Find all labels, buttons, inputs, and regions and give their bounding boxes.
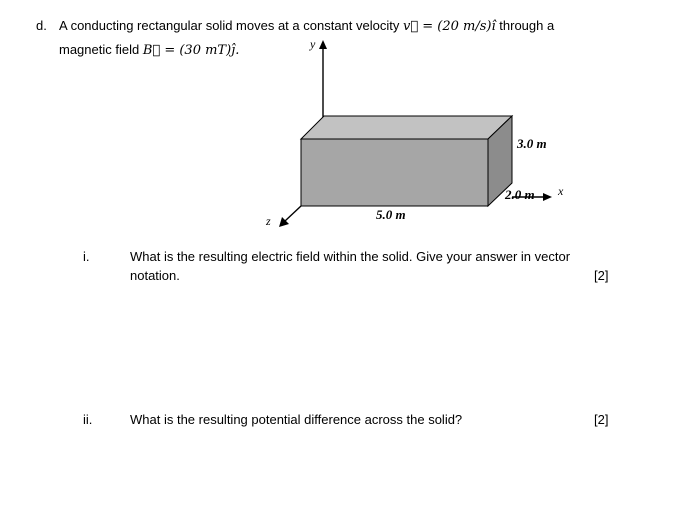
velocity-equation: v⃗ = (20 m/s)î [402, 19, 496, 34]
part-i-number: i. [83, 249, 90, 264]
x-axis-arrowhead [543, 193, 552, 201]
height-dimension-label: 3.0 m [517, 136, 547, 151]
box-front-face [301, 139, 488, 206]
depth-dimension-label: 2.0 m [505, 187, 535, 202]
part-ii-marks: [2] [594, 412, 609, 427]
question-text-2: magnetic field [59, 42, 140, 57]
question-text: A conducting rectangular solid moves at a constant velocity [59, 18, 400, 33]
part-ii-number: ii. [83, 412, 93, 427]
z-axis-line [285, 206, 301, 221]
part-ii-text: What is the resulting potential difference across the solid? [130, 412, 463, 427]
question-text-tail: through a [499, 18, 555, 33]
y-axis-arrowhead [319, 40, 327, 49]
box-top-face [301, 116, 512, 139]
z-axis-label: z [266, 214, 271, 228]
part-i-marks: [2] [594, 268, 609, 283]
question-label: d. [36, 18, 47, 33]
y-axis-label: y [310, 37, 316, 51]
length-dimension-label: 5.0 m [376, 207, 406, 222]
part-i-text-line-1: What is the resulting electric field within the solid. Give your answer in vector [130, 249, 571, 264]
part-i-text-line-2: notation. [130, 268, 180, 283]
field-equation: B⃗ = (30 mT)ĵ. [142, 43, 240, 58]
x-axis-label: x [558, 184, 564, 198]
